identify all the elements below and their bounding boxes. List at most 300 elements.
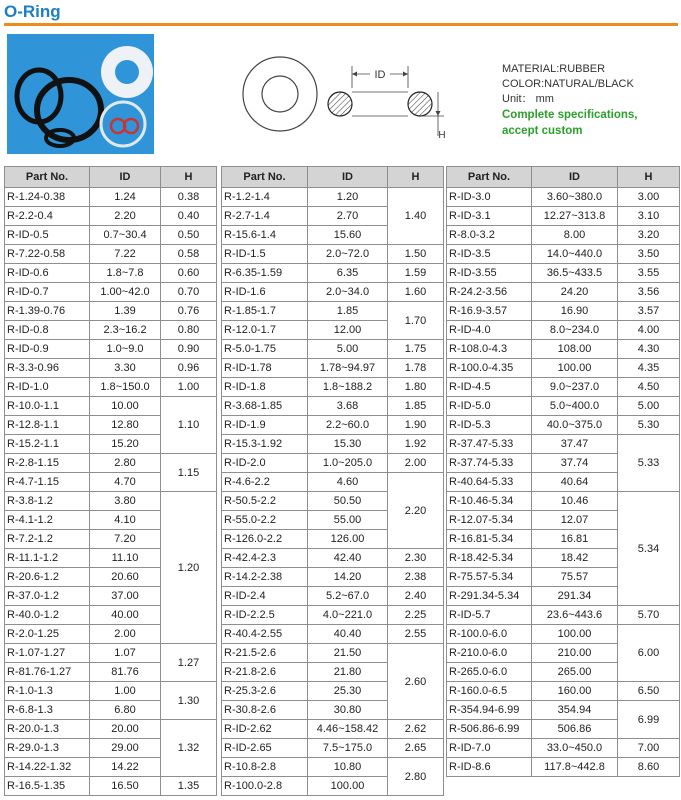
part-no-cell: R-108.0-4.3 [447, 340, 532, 359]
part-no-cell: R-4.6-2.2 [222, 473, 308, 492]
table-row [222, 720, 444, 739]
h-cell: 2.20 [388, 473, 444, 549]
h-cell: 0.60 [161, 264, 217, 283]
id-cell: 1.07 [90, 644, 161, 663]
part-no-cell: R-7.2-1.2 [5, 530, 90, 549]
part-no-cell: R-20.0-1.3 [5, 720, 90, 739]
h-cell: 0.50 [161, 226, 217, 245]
table-row [5, 644, 217, 663]
h-cell: 3.20 [618, 226, 680, 245]
part-no-cell: R-ID-5.0 [447, 397, 532, 416]
id-cell: 5.00 [308, 340, 388, 359]
id-cell: 1.00 [90, 682, 161, 701]
id-cell: 354.94 [532, 701, 618, 720]
id-cell: 40.0~375.0 [532, 416, 618, 435]
id-cell: 12.00 [308, 321, 388, 340]
id-cell: 1.39 [90, 302, 161, 321]
id-cell: 117.8~442.8 [532, 758, 618, 777]
id-cell: 1.24 [90, 188, 161, 207]
custom-note: Complete specifications, accept custom [502, 109, 638, 137]
part-no-cell: R-20.6-1.2 [5, 568, 90, 587]
part-no-cell: R-ID-2.2.5 [222, 606, 308, 625]
part-no-cell: R-ID-1.8 [222, 378, 308, 397]
part-no-cell: R-14.2-2.38 [222, 568, 308, 587]
part-no-cell: R-2.7-1.4 [222, 207, 308, 226]
o-ring-cross-section-drawing [232, 54, 447, 144]
id-cell: 5.0~400.0 [532, 397, 618, 416]
h-cell: 3.10 [618, 207, 680, 226]
id-cell: 14.20 [308, 568, 388, 587]
id-cell: 5.2~67.0 [308, 587, 388, 606]
id-cell: 20.60 [90, 568, 161, 587]
part-no-header: Part No. [447, 167, 532, 188]
h-cell: 1.60 [388, 283, 444, 302]
part-no-cell: R-291.34-5.34 [447, 587, 532, 606]
h-cell: 1.00 [161, 378, 217, 397]
table-row [222, 359, 444, 378]
h-cell: 2.62 [388, 720, 444, 739]
id-cell: 2.80 [90, 454, 161, 473]
part-no-cell: R-ID-1.6 [222, 283, 308, 302]
id-cell: 1.8~7.8 [90, 264, 161, 283]
id-cell: 37.00 [90, 587, 161, 606]
id-cell: 1.0~9.0 [90, 340, 161, 359]
table-row [5, 207, 217, 226]
table-row [5, 720, 217, 739]
table-row [222, 739, 444, 758]
id-cell: 37.74 [532, 454, 618, 473]
h-cell: 2.65 [388, 739, 444, 758]
table-row [5, 302, 217, 321]
part-no-cell: R-81.76-1.27 [5, 663, 90, 682]
table-row [222, 264, 444, 283]
part-no-cell: R-506.86-6.99 [447, 720, 532, 739]
h-cell: 5.00 [618, 397, 680, 416]
h-cell: 4.00 [618, 321, 680, 340]
h-cell: 1.78 [388, 359, 444, 378]
h-cell: 1.27 [161, 644, 217, 682]
id-cell: 1.8~188.2 [308, 378, 388, 397]
h-cell: 1.92 [388, 435, 444, 454]
part-no-cell: R-ID-8.6 [447, 758, 532, 777]
table-row [5, 492, 217, 511]
table-row [222, 435, 444, 454]
h-cell: 1.32 [161, 720, 217, 777]
h-cell: 5.33 [618, 435, 680, 492]
part-no-cell: R-100.0-4.35 [447, 359, 532, 378]
id-cell: 15.30 [308, 435, 388, 454]
table-row [222, 606, 444, 625]
part-no-cell: R-10.8-2.8 [222, 758, 308, 777]
h-cell: 1.75 [388, 340, 444, 359]
id-cell: 2.20 [90, 207, 161, 226]
part-no-cell: R-5.0-1.75 [222, 340, 308, 359]
id-cell: 265.00 [532, 663, 618, 682]
table-row [222, 378, 444, 397]
id-cell: 0.7~30.4 [90, 226, 161, 245]
part-no-cell: R-75.57-5.34 [447, 568, 532, 587]
part-no-cell: R-1.07-1.27 [5, 644, 90, 663]
id-cell: 8.00 [532, 226, 618, 245]
part-no-cell: R-24.2-3.56 [447, 283, 532, 302]
table-row [222, 625, 444, 644]
h-cell: 3.56 [618, 283, 680, 302]
part-no-cell: R-ID-0.8 [5, 321, 90, 340]
h-cell: 1.20 [161, 492, 217, 644]
id-cell: 40.00 [90, 606, 161, 625]
h-cell: 4.35 [618, 359, 680, 378]
part-no-cell: R-265.0-6.0 [447, 663, 532, 682]
table-row [222, 758, 444, 777]
part-no-cell: R-42.4-2.3 [222, 549, 308, 568]
table-row [5, 682, 217, 701]
id-cell: 506.86 [532, 720, 618, 739]
table-row [5, 340, 217, 359]
part-no-cell: R-1.85-1.7 [222, 302, 308, 321]
part-no-cell: R-40.4-2.55 [222, 625, 308, 644]
h-header: H [618, 167, 680, 188]
part-no-cell: R-11.1-1.2 [5, 549, 90, 568]
table-row [447, 283, 680, 302]
id-header: ID [308, 167, 388, 188]
h-cell: 2.25 [388, 606, 444, 625]
h-cell: 1.30 [161, 682, 217, 720]
id-cell: 12.27~313.8 [532, 207, 618, 226]
h-cell: 2.38 [388, 568, 444, 587]
id-cell: 75.57 [532, 568, 618, 587]
id-cell: 3.60~380.0 [532, 188, 618, 207]
part-no-cell: R-ID-2.65 [222, 739, 308, 758]
id-cell: 1.78~94.97 [308, 359, 388, 378]
part-no-cell: R-210.0-6.0 [447, 644, 532, 663]
h-cell: 5.34 [618, 492, 680, 606]
spec-table-3 [446, 166, 680, 777]
table-row [5, 378, 217, 397]
table-row [447, 378, 680, 397]
h-cell: 2.55 [388, 625, 444, 644]
table-row [222, 416, 444, 435]
spec-table-1 [4, 166, 217, 796]
table-row [5, 454, 217, 473]
part-no-cell: R-15.6-1.4 [222, 226, 308, 245]
spec-table-2 [221, 166, 444, 796]
drawing-h-label: H [438, 130, 446, 141]
table-row [222, 245, 444, 264]
id-cell: 1.85 [308, 302, 388, 321]
table-row [222, 188, 444, 207]
h-cell: 4.30 [618, 340, 680, 359]
part-no-cell: R-160.0-6.5 [447, 682, 532, 701]
id-cell: 100.00 [532, 625, 618, 644]
part-no-cell: R-37.74-5.33 [447, 454, 532, 473]
part-no-cell: R-ID-3.1 [447, 207, 532, 226]
id-cell: 1.0~205.0 [308, 454, 388, 473]
id-cell: 10.80 [308, 758, 388, 777]
table-row [447, 606, 680, 625]
page-title: O-Ring [4, 2, 61, 21]
id-cell: 16.50 [90, 777, 161, 796]
part-no-cell: R-ID-0.6 [5, 264, 90, 283]
id-cell: 18.42 [532, 549, 618, 568]
id-header: ID [532, 167, 618, 188]
table-row [447, 302, 680, 321]
id-cell: 15.60 [308, 226, 388, 245]
part-no-cell: R-ID-5.7 [447, 606, 532, 625]
table-row [5, 188, 217, 207]
drawing-id-label: ID [374, 69, 386, 81]
part-no-cell: R-7.22-0.58 [5, 245, 90, 264]
h-cell: 1.10 [161, 397, 217, 454]
h-cell: 1.15 [161, 454, 217, 492]
part-no-cell: R-ID-2.4 [222, 587, 308, 606]
part-no-cell: R-3.8-1.2 [5, 492, 90, 511]
id-cell: 2.0~72.0 [308, 245, 388, 264]
h-cell: 6.50 [618, 682, 680, 701]
h-cell: 5.30 [618, 416, 680, 435]
part-no-cell: R-1.0-1.3 [5, 682, 90, 701]
table-row [447, 701, 680, 720]
id-cell: 7.22 [90, 245, 161, 264]
h-cell: 1.70 [388, 302, 444, 340]
part-no-cell: R-ID-7.0 [447, 739, 532, 758]
part-no-cell: R-1.24-0.38 [5, 188, 90, 207]
table-row [222, 587, 444, 606]
table-row [5, 264, 217, 283]
h-cell: 1.80 [388, 378, 444, 397]
id-cell: 42.40 [308, 549, 388, 568]
h-cell: 0.40 [161, 207, 217, 226]
h-cell: 0.70 [161, 283, 217, 302]
part-no-cell: R-2.0-1.25 [5, 625, 90, 644]
part-no-cell: R-21.5-2.6 [222, 644, 308, 663]
id-cell: 30.80 [308, 701, 388, 720]
part-no-cell: R-6.8-1.3 [5, 701, 90, 720]
id-cell: 2.3~16.2 [90, 321, 161, 340]
h-cell: 5.70 [618, 606, 680, 625]
table-row [222, 644, 444, 663]
part-no-cell: R-40.64-5.33 [447, 473, 532, 492]
id-cell: 10.46 [532, 492, 618, 511]
part-no-cell: R-4.7-1.15 [5, 473, 90, 492]
id-cell: 3.68 [308, 397, 388, 416]
id-cell: 37.47 [532, 435, 618, 454]
h-cell: 3.57 [618, 302, 680, 321]
table-row [5, 283, 217, 302]
table-row [447, 207, 680, 226]
id-header: ID [90, 167, 161, 188]
part-no-header: Part No. [5, 167, 90, 188]
part-no-cell: R-12.8-1.1 [5, 416, 90, 435]
part-no-cell: R-1.2-1.4 [222, 188, 308, 207]
part-no-cell: R-ID-2.62 [222, 720, 308, 739]
id-cell: 2.2~60.0 [308, 416, 388, 435]
id-cell: 23.6~443.6 [532, 606, 618, 625]
id-cell: 7.20 [90, 530, 161, 549]
part-no-cell: R-ID-0.9 [5, 340, 90, 359]
id-cell: 160.00 [532, 682, 618, 701]
h-cell: 1.90 [388, 416, 444, 435]
part-no-cell: R-50.5-2.2 [222, 492, 308, 511]
spec-info [502, 62, 677, 139]
id-cell: 21.80 [308, 663, 388, 682]
table-row [447, 245, 680, 264]
id-cell: 2.00 [90, 625, 161, 644]
part-no-cell: R-16.5-1.35 [5, 777, 90, 796]
id-cell: 55.00 [308, 511, 388, 530]
id-cell: 15.20 [90, 435, 161, 454]
h-header: H [388, 167, 444, 188]
id-cell: 100.00 [532, 359, 618, 378]
h-cell: 2.80 [388, 758, 444, 796]
part-no-cell: R-1.39-0.76 [5, 302, 90, 321]
part-no-cell: R-16.9-3.57 [447, 302, 532, 321]
id-cell: 1.20 [308, 188, 388, 207]
table-row [5, 321, 217, 340]
id-cell: 4.0~221.0 [308, 606, 388, 625]
id-cell: 6.35 [308, 264, 388, 283]
part-no-cell: R-100.0-2.8 [222, 777, 308, 796]
table-row [447, 435, 680, 454]
id-cell: 36.5~433.5 [532, 264, 618, 283]
h-cell: 2.00 [388, 454, 444, 473]
part-no-cell: R-8.0-3.2 [447, 226, 532, 245]
part-no-cell: R-15.3-1.92 [222, 435, 308, 454]
id-cell: 16.81 [532, 530, 618, 549]
h-cell: 3.50 [618, 245, 680, 264]
id-cell: 291.34 [532, 587, 618, 606]
color-text: COLOR:NATURAL/BLACK [502, 78, 634, 90]
part-no-cell: R-ID-4.0 [447, 321, 532, 340]
part-no-cell: R-3.68-1.85 [222, 397, 308, 416]
table-row [447, 492, 680, 511]
table-row [447, 625, 680, 644]
id-cell: 3.80 [90, 492, 161, 511]
table-row [447, 188, 680, 207]
table-row [447, 226, 680, 245]
part-no-cell: R-100.0-6.0 [447, 625, 532, 644]
part-no-cell: R-ID-4.5 [447, 378, 532, 397]
h-cell: 1.50 [388, 245, 444, 264]
h-cell: 1.59 [388, 264, 444, 283]
title-divider [4, 23, 678, 26]
h-cell: 1.35 [161, 777, 217, 796]
part-no-cell: R-ID-1.78 [222, 359, 308, 378]
part-no-cell: R-3.3-0.96 [5, 359, 90, 378]
h-cell: 0.58 [161, 245, 217, 264]
id-cell: 4.70 [90, 473, 161, 492]
h-cell: 4.50 [618, 378, 680, 397]
id-cell: 2.70 [308, 207, 388, 226]
part-no-cell: R-10.0-1.1 [5, 397, 90, 416]
table-row [222, 283, 444, 302]
part-no-cell: R-4.1-1.2 [5, 511, 90, 530]
part-no-cell: R-ID-1.9 [222, 416, 308, 435]
id-cell: 4.10 [90, 511, 161, 530]
part-no-cell: R-354.94-6.99 [447, 701, 532, 720]
o-ring-photo [7, 34, 154, 154]
id-cell: 3.30 [90, 359, 161, 378]
unit-text: Unit： mm [502, 93, 554, 105]
id-cell: 10.00 [90, 397, 161, 416]
table-row [222, 397, 444, 416]
id-cell: 40.64 [532, 473, 618, 492]
id-cell: 25.30 [308, 682, 388, 701]
part-no-cell: R-29.0-1.3 [5, 739, 90, 758]
h-cell: 2.30 [388, 549, 444, 568]
table-row [5, 359, 217, 378]
h-cell: 0.80 [161, 321, 217, 340]
table-row [447, 359, 680, 378]
h-cell: 0.90 [161, 340, 217, 359]
part-no-cell: R-12.07-5.34 [447, 511, 532, 530]
part-no-cell: R-ID-3.5 [447, 245, 532, 264]
id-cell: 126.00 [308, 530, 388, 549]
table-row [447, 739, 680, 758]
h-cell: 0.38 [161, 188, 217, 207]
id-cell: 210.00 [532, 644, 618, 663]
id-cell: 16.90 [532, 302, 618, 321]
table-row [5, 777, 217, 796]
part-no-cell: R-2.8-1.15 [5, 454, 90, 473]
table-row [447, 416, 680, 435]
part-no-cell: R-55.0-2.2 [222, 511, 308, 530]
part-no-cell: R-ID-2.0 [222, 454, 308, 473]
table-row [222, 340, 444, 359]
id-cell: 12.07 [532, 511, 618, 530]
h-cell: 2.40 [388, 587, 444, 606]
h-cell: 0.96 [161, 359, 217, 378]
id-cell: 29.00 [90, 739, 161, 758]
h-cell: 1.85 [388, 397, 444, 416]
table-row [222, 568, 444, 587]
part-no-cell: R-126.0-2.2 [222, 530, 308, 549]
part-no-cell: R-6.35-1.59 [222, 264, 308, 283]
part-no-cell: R-37.0-1.2 [5, 587, 90, 606]
table-row [447, 264, 680, 283]
id-cell: 1.8~150.0 [90, 378, 161, 397]
h-cell: 3.55 [618, 264, 680, 283]
h-cell: 6.00 [618, 625, 680, 682]
part-no-cell: R-12.0-1.7 [222, 321, 308, 340]
id-cell: 14.22 [90, 758, 161, 777]
id-cell: 1.00~42.0 [90, 283, 161, 302]
h-cell: 7.00 [618, 739, 680, 758]
h-cell: 1.40 [388, 188, 444, 245]
part-no-cell: R-ID-3.55 [447, 264, 532, 283]
part-no-header: Part No. [222, 167, 308, 188]
h-cell: 6.99 [618, 701, 680, 739]
part-no-cell: R-10.46-5.34 [447, 492, 532, 511]
part-no-cell: R-15.2-1.1 [5, 435, 90, 454]
table-row [5, 397, 217, 416]
id-cell: 20.00 [90, 720, 161, 739]
part-no-cell: R-14.22-1.32 [5, 758, 90, 777]
table-row [447, 758, 680, 777]
id-cell: 81.76 [90, 663, 161, 682]
part-no-cell: R-40.0-1.2 [5, 606, 90, 625]
id-cell: 2.0~34.0 [308, 283, 388, 302]
part-no-cell: R-ID-5.3 [447, 416, 532, 435]
table-row [222, 473, 444, 492]
id-cell: 6.80 [90, 701, 161, 720]
table-row [447, 682, 680, 701]
id-cell: 11.10 [90, 549, 161, 568]
h-header: H [161, 167, 217, 188]
id-cell: 108.00 [532, 340, 618, 359]
part-no-cell: R-ID-1.5 [222, 245, 308, 264]
material-text: MATERIAL:RUBBER [502, 63, 606, 75]
id-cell: 14.0~440.0 [532, 245, 618, 264]
